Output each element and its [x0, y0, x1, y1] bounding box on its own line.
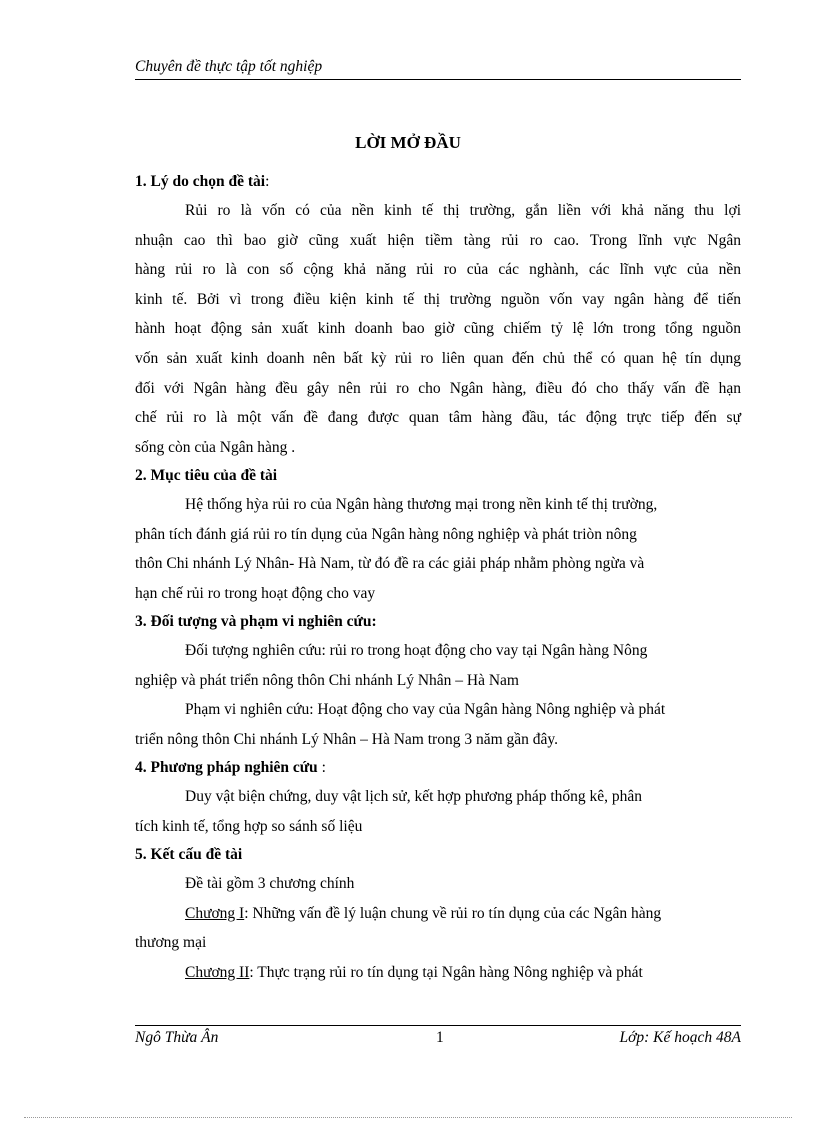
section-1-line: đối với Ngân hàng đều gây nên rủi ro cho Ngân hàng, điều đó cho thấy vấn đề hạn — [135, 379, 741, 397]
section-2-heading: 2. Mục tiêu của đề tài — [135, 467, 278, 485]
section-2-line: Hệ thống hỳa rủi ro của Ngân hàng thương mại trong nền kinh tế thị trường, — [185, 496, 658, 514]
section-2-line: hạn chế rủi ro trong hoạt động cho vay — [135, 584, 376, 602]
section-4-line: Duy vật biện chứng, duy vật lịch sử, kết hợp phương pháp thống kê, phân — [185, 788, 643, 806]
chapter-2-label: Chương II — [185, 963, 250, 981]
chapter-1-label: Chương I — [185, 904, 245, 922]
section-1-line: vốn sản xuất kinh doanh nên bất kỳ rủi ro liên quan đến chủ thể có quan hệ tín dụng — [135, 349, 741, 367]
section-1-line: Rủi ro là vốn có của nền kinh tế thị trường, gắn liền với khả năng thu lợi — [185, 202, 741, 219]
page-number: 1 — [436, 1029, 444, 1046]
page-header — [135, 58, 741, 80]
section-1-line: hành hoạt động sản xuất kinh doanh bao giờ cũng chiếm tỷ lệ lớn trong tổng nguồn — [135, 320, 741, 338]
chapter-1-text: : Những vấn đề lý luận chung về rủi ro tín dụng của các Ngân hàng — [244, 904, 662, 922]
chapter-2-line — [135, 958, 741, 988]
section-3-heading: 3. Đối tượng và phạm vi nghiên cứu: — [135, 613, 377, 631]
section-1-line: chế rủi ro là một vấn đề đang được quan tâm hàng đầu, tác động trực tiếp đến sự — [135, 409, 741, 427]
chapter-1-line — [135, 899, 741, 929]
page-bottom-divider — [24, 1117, 792, 1118]
section-3-line: Phạm vi nghiên cứu: Hoạt động cho vay của Ngân hàng Nông nghiệp và phát — [185, 701, 666, 719]
section-1-line: kinh tế. Bởi vì trong điều kiện kinh tế thị trường nguồn vốn vay ngân hàng để tiến — [135, 290, 741, 308]
section-3-line: triển nông thôn Chi nhánh Lý Nhân – Hà Nam trong 3 năm gần đây. — [135, 730, 559, 748]
footer-author: Ngô Thừa Ân — [135, 1029, 219, 1046]
section-1-line: nhuận cao thì bao giờ cũng xuất hiện tiềm tàng rủi ro cao. Trong lĩnh vực Ngân — [135, 231, 741, 249]
section-5-intro: Đề tài gồm 3 chương chính — [185, 875, 355, 893]
footer-class: Lớp: Kế hoạch 48A — [619, 1029, 741, 1046]
page-title: LỜI MỞ ĐẦU — [355, 133, 461, 152]
header-text: Chuyên đề thực tập tốt nghiệp — [135, 58, 323, 75]
chapter-1-continuation: thương mại — [135, 934, 207, 952]
chapter-2-text: : Thực trạng rủi ro tín dụng tại Ngân hàng Nông nghiệp và phát — [249, 963, 643, 981]
section-5-heading: 5. Kết cấu đề tài — [135, 846, 243, 864]
section-1-heading: 1. Lý do chọn đề tài: — [135, 173, 270, 190]
section-4-line: tích kinh tế, tổng hợp so sánh số liệu — [135, 817, 363, 835]
section-2-line: thôn Chi nhánh Lý Nhân- Hà Nam, từ đó đề ra các giải pháp nhằm phòng ngừa và — [135, 555, 645, 573]
document-body — [135, 168, 741, 987]
section-1-line: sống còn của Ngân hàng . — [135, 438, 296, 456]
section-3-line: Đối tượng nghiên cứu: rủi ro trong hoạt động cho vay tại Ngân hàng Nông — [185, 642, 648, 660]
section-1-line: hàng rủi ro là con số cộng khả năng rủi ro của các nghành, các lĩnh vực của nền — [135, 261, 741, 279]
section-3-line: nghiệp và phát triển nông thôn Chi nhánh Lý Nhân – Hà Nam — [135, 671, 519, 689]
page-footer — [135, 1025, 741, 1056]
section-2-line: phân tích đánh giá rủi ro tín dụng của Ngân hàng nông nghiệp và phát triòn nông — [135, 525, 637, 543]
section-4-heading: 4. Phương pháp nghiên cứu : — [135, 759, 326, 777]
